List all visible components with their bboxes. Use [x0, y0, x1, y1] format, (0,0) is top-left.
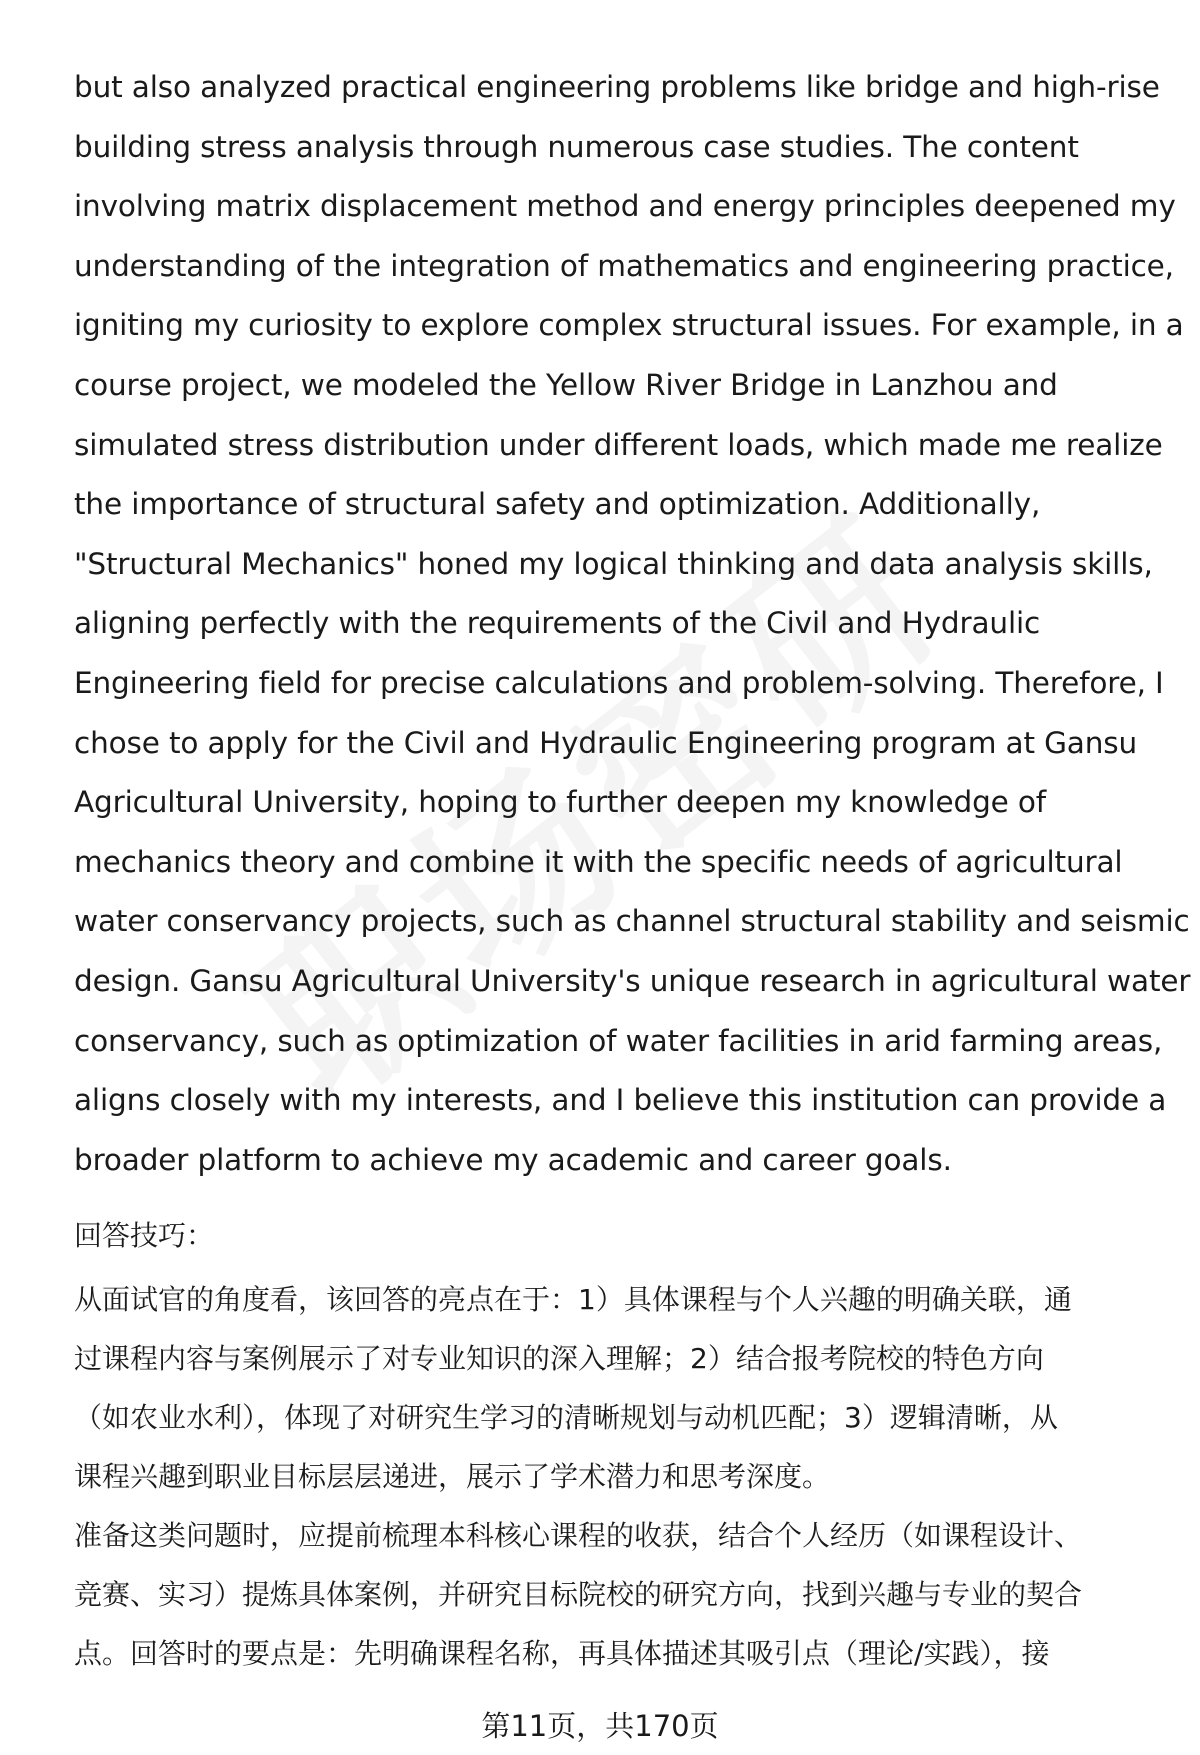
- tips-line: 点。回答时的要点是：先明确课程名称，再具体描述其吸引点（理论/实践），接: [74, 1637, 1050, 1670]
- tips-line: 过课程内容与案例展示了对专业知识的深入理解；2）结合报考院校的特色方向: [74, 1342, 1044, 1375]
- text-line: Engineering field for precise calculations and problem-solving. Therefore, I: [74, 665, 1164, 700]
- text-line: understanding of the integration of mathematics and engineering practice,: [74, 248, 1174, 283]
- text-line: conservancy, such as optimization of water facilities in arid farming areas,: [74, 1023, 1163, 1058]
- text-line: aligns closely with my interests, and I believe this institution can provide a: [74, 1083, 1167, 1118]
- tips-line: 从面试官的角度看，该回答的亮点在于：1）具体课程与个人兴趣的明确关联，通: [74, 1283, 1072, 1316]
- text-line: chose to apply for the Civil and Hydraulic Engineering program at Gansu: [74, 725, 1138, 760]
- text-line: water conservancy projects, such as channel structural stability and seismic: [74, 904, 1190, 939]
- text-line: but also analyzed practical engineering problems like bridge and high-rise: [74, 70, 1160, 104]
- tips-line: （如农业水利），体现了对研究生学习的清晰规划与动机匹配；3）逻辑清晰，从: [74, 1401, 1058, 1434]
- text-line: aligning perfectly with the requirements of the Civil and Hydraulic: [74, 606, 1041, 641]
- text-line: igniting my curiosity to explore complex structural issues. For example, in a: [74, 308, 1184, 343]
- tips-line: 准备这类问题时，应提前梳理本科核心课程的收获，结合个人经历（如课程设计、: [74, 1519, 1083, 1552]
- tips-heading: 回答技巧：: [74, 1219, 215, 1252]
- tips-line: 竞赛、实习）提炼具体案例，并研究目标院校的研究方向，找到兴趣与专业的契合: [74, 1578, 1083, 1611]
- text-line: simulated stress distribution under different loads, which made me realize: [74, 427, 1163, 462]
- text-line: building stress analysis through numerous case studies. The content: [74, 129, 1079, 164]
- text-line: involving matrix displacement method and energy principles deepened my: [74, 189, 1176, 224]
- tips-paragraph: [74, 1270, 1154, 1683]
- tips-line: 课程兴趣到职业目标层层递进，展示了学术潜力和思考深度。: [74, 1460, 831, 1493]
- text-line: mechanics theory and combine it with the specific needs of agricultural: [74, 844, 1123, 879]
- text-line: broader platform to achieve my academic and career goals.: [74, 1142, 952, 1177]
- text-line: course project, we modeled the Yellow River Bridge in Lanzhou and: [74, 367, 1058, 402]
- text-line: the importance of structural safety and optimization. Additionally,: [74, 487, 1041, 522]
- text-line: design. Gansu Agricultural University's unique research in agricultural water: [74, 963, 1191, 998]
- text-line: "Structural Mechanics" honed my logical thinking and data analysis skills,: [74, 546, 1153, 581]
- text-line: Agricultural University, hoping to further deepen my knowledge of: [74, 785, 1047, 820]
- page-number: 第11页，共170页: [481, 1709, 719, 1743]
- answer-paragraph: [74, 58, 1191, 1190]
